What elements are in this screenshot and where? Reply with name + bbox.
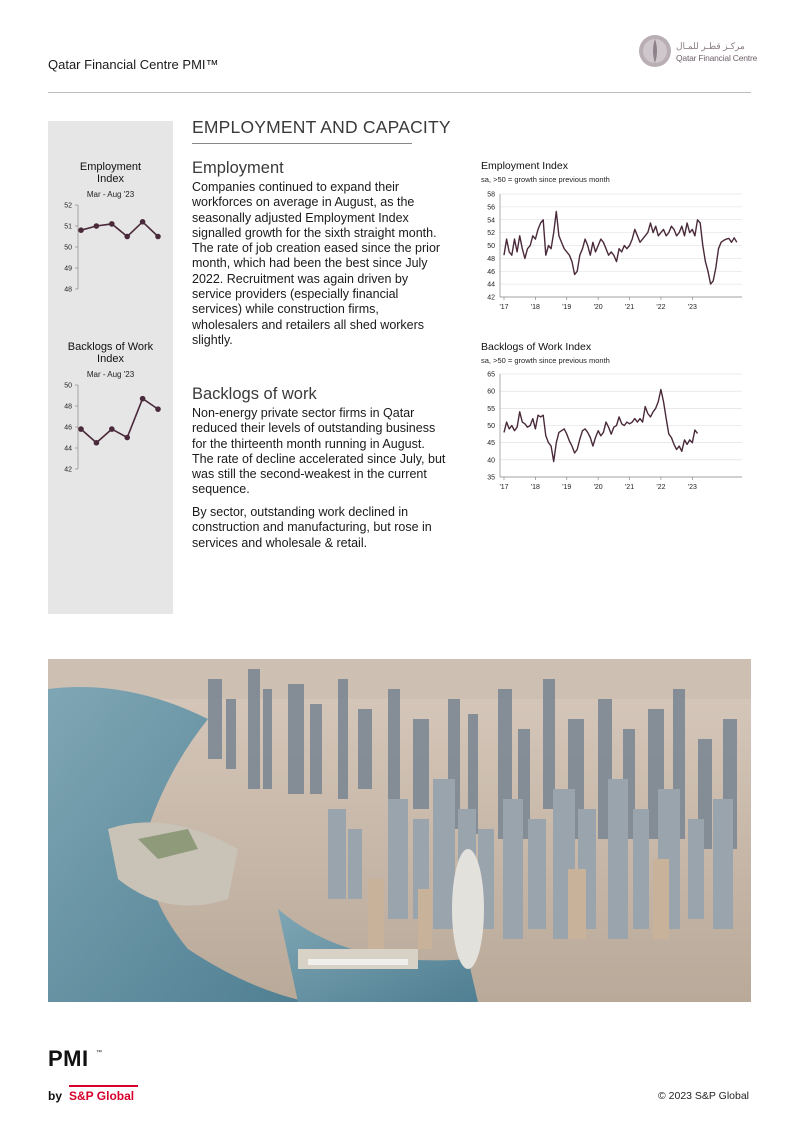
employment-chart-title: Employment Index <box>481 160 568 172</box>
y-tick-label: 45 <box>487 440 495 448</box>
y-tick-label: 51 <box>64 223 72 231</box>
page-header-title: Qatar Financial Centre PMI™ <box>48 57 219 72</box>
y-tick-label: 42 <box>64 466 72 474</box>
backlogs-index-chart <box>480 366 746 496</box>
y-tick-label: 49 <box>64 265 72 273</box>
employment-body: Companies continued to expand their workforces on average in August, as the seasonally adjusted Employment Index signalled growth for the sixth straight month. The rate of job creation eased since the prior month, which had been the best since July 2022. Recruitment was again driven by service providers (especially financial services) while construction firms, wholesalers and retailers all shed workers slightly. <box>192 180 441 347</box>
data-point <box>78 227 84 233</box>
employment-heading: Employment <box>192 159 284 177</box>
y-tick-label: 48 <box>64 403 72 411</box>
y-tick-label: 40 <box>487 457 495 465</box>
sidebar-backlogs-title-line1: Backlogs of Work <box>67 341 154 353</box>
y-tick-label: 60 <box>487 388 495 396</box>
y-tick-label: 35 <box>487 474 495 482</box>
series-line <box>81 222 158 237</box>
sidebar-employment-chart <box>48 199 173 299</box>
x-tick-label: '20 <box>593 484 603 491</box>
y-tick-label: 42 <box>487 294 495 302</box>
data-point <box>109 426 115 432</box>
x-tick-label: '18 <box>530 304 540 311</box>
section-heading: EMPLOYMENT AND CAPACITY <box>192 117 451 137</box>
backlogs-chart-title: Backlogs of Work Index <box>481 341 592 353</box>
data-point <box>155 234 161 240</box>
y-tick-label: 44 <box>487 281 495 289</box>
data-point <box>124 435 130 441</box>
x-tick-label: '22 <box>656 304 666 311</box>
skyline-illustration <box>48 659 751 1002</box>
y-tick-label: 50 <box>487 423 495 430</box>
backlogs-body-2: By sector, outstanding work declined in construction and manufacturing, but rose in services and wholesale & retail. <box>192 505 432 550</box>
y-tick-label: 55 <box>487 405 495 413</box>
y-tick-label: 48 <box>64 286 72 294</box>
y-tick-label: 58 <box>487 191 495 199</box>
pmi-logo-text: PMI <box>48 1046 89 1071</box>
x-tick-label: '21 <box>624 484 635 491</box>
x-tick-label: '22 <box>656 484 666 491</box>
y-tick-label: 52 <box>487 230 495 238</box>
doha-skyline-photo <box>48 659 751 1002</box>
y-tick-label: 48 <box>487 255 495 263</box>
x-tick-label: '23 <box>687 484 697 491</box>
series-line <box>81 399 158 443</box>
data-point <box>140 219 146 225</box>
footer-by-text: by <box>48 1089 63 1103</box>
series-line <box>504 211 737 284</box>
employment-chart-subtitle: sa, >50 = growth since previous month <box>481 175 610 184</box>
y-tick-label: 50 <box>64 244 72 252</box>
x-tick-label: '19 <box>562 304 572 311</box>
data-point <box>124 234 130 240</box>
y-tick-label: 50 <box>64 382 72 390</box>
data-point <box>94 440 100 446</box>
y-tick-label: 44 <box>64 445 72 453</box>
x-tick-label: '23 <box>687 304 697 311</box>
x-tick-label: '20 <box>593 304 603 311</box>
data-point <box>94 223 100 229</box>
data-point <box>140 396 146 402</box>
x-tick-label: '19 <box>562 484 572 491</box>
sidebar-employment-subtitle: Mar - Aug '23 <box>86 190 135 199</box>
logo-arabic-text: مركـز قطـر للمـال <box>676 41 745 51</box>
section-heading-underline <box>192 143 412 144</box>
sidebar-backlogs-subtitle: Mar - Aug '23 <box>86 370 135 379</box>
y-tick-label: 56 <box>487 204 495 212</box>
logo-english-text: Qatar Financial Centre <box>676 53 758 63</box>
data-point <box>78 426 84 432</box>
y-tick-label: 46 <box>64 424 72 432</box>
header-divider <box>48 92 751 93</box>
backlogs-heading: Backlogs of work <box>192 385 317 403</box>
y-tick-label: 65 <box>487 371 495 379</box>
backlogs-body-1: Non-energy private sector firms in Qatar reduced their levels of outstanding business for the thirteenth month running in August. The rate of decline accelerated since July, but was still the second-weakest in the current sequence. <box>192 406 446 497</box>
copyright-text: © 2023 S&P Global <box>658 1090 750 1102</box>
data-point <box>155 406 161 412</box>
sidebar-panel <box>48 121 173 614</box>
y-tick-label: 46 <box>487 268 495 276</box>
sidebar-employment-title-line1: Employment <box>79 161 142 173</box>
data-point <box>109 221 115 227</box>
sp-global-underline <box>69 1085 138 1087</box>
backlogs-chart-subtitle: sa, >50 = growth since previous month <box>481 356 610 365</box>
sidebar-employment-title-line2: Index <box>97 173 124 185</box>
sidebar-backlogs-chart <box>48 379 173 479</box>
x-tick-label: '17 <box>499 304 509 311</box>
x-tick-label: '18 <box>530 484 540 491</box>
y-tick-label: 50 <box>487 243 495 250</box>
sidebar-backlogs-title-line2: Index <box>97 353 124 365</box>
qfc-emblem-icon <box>638 34 672 68</box>
x-tick-label: '17 <box>499 484 509 491</box>
sp-global-logo-text: S&P Global <box>69 1089 135 1103</box>
y-tick-label: 54 <box>487 217 495 225</box>
employment-index-chart <box>480 186 746 316</box>
x-tick-label: '21 <box>624 304 635 311</box>
pmi-trademark: ™ <box>96 1050 102 1056</box>
qfc-logo <box>636 32 758 72</box>
y-tick-label: 52 <box>64 202 72 210</box>
